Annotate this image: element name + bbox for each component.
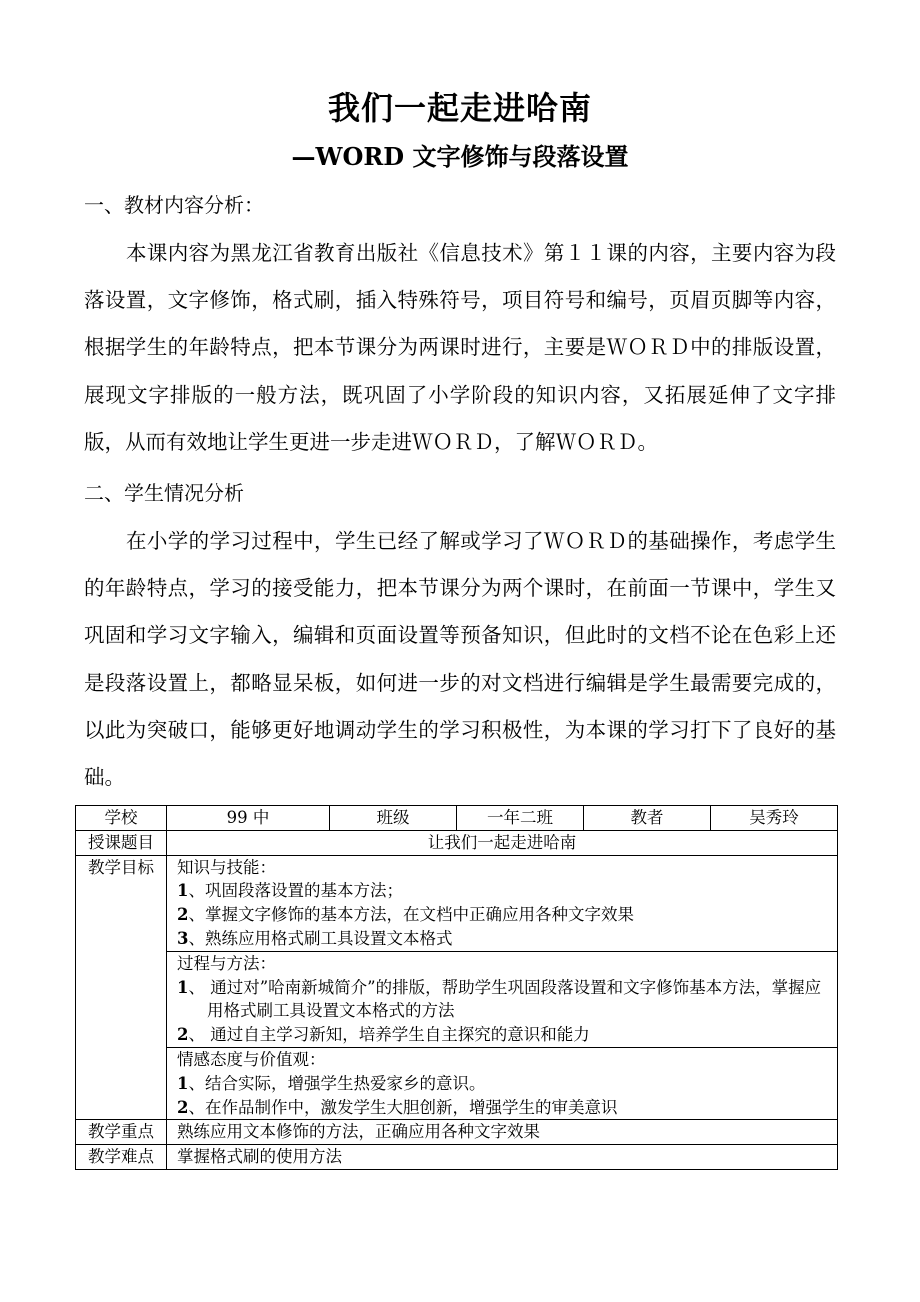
table-row [76,1120,838,1145]
list-item: 1、结合实际，增强学生热爱家乡的意识。 [177,1073,486,1093]
list-item: 2、在作品制作中，激发学生大胆创新，增强学生的审美意识 [177,1097,618,1117]
teacher-value: 吴秀玲 [711,806,838,831]
class-label: 班级 [330,806,457,831]
list-item: 2、掌握文字修饰的基本方法，在文档中正确应用各种文字效果 [177,905,634,925]
document-subtitle: —WORD 文字修饰与段落设置 [291,142,629,171]
goals-knowledge-heading: 知识与技能： [177,857,276,877]
list-item: 1、巩固段落设置的基本方法； [177,881,403,901]
list-item: 2、 通过自主学习新知，培养学生自主探究的意识和能力 [177,1025,590,1045]
list-item: 3、熟练应用格式刷工具设置文本格式 [177,928,453,948]
key-points-value: 熟练应用文本修饰的方法，正确应用各种文字效果 [167,1120,838,1145]
school-value: 99 中 [167,806,330,831]
difficulty-label: 教学难点 [76,1145,167,1170]
table-row [76,806,838,831]
paragraph-material-analysis: 本课内容为黑龙江省教育出版社《信息技术》第１１课的内容，主要内容为段落设置，文字修饰，格式刷，插入特殊符号，项目符号和编号，页眉页脚等内容，根据学生的年龄特点，把本节课分为两课时进行，主要是ＷＯＲＤ中的排版设置，展现文字排版的一般方法，既巩固了小学阶段的知识内容，又拓展延伸了文字排版，从而有效地让学生更进一步走进ＷＯＲＤ，了解ＷＯＲＤ。 [84,241,836,454]
list-item: 1、 通过对”哈南新城简介”的排版，帮助学生巩固段落设置和文字修饰基本方法，掌握应用格式刷工具设置文本格式的方法 [177,977,822,1021]
table-row [76,1145,838,1170]
goals-knowledge-cell [167,855,838,951]
section-heading-material: 一、教材内容分析： [84,193,264,217]
table-row [76,951,838,1047]
section-heading-students: 二、学生情况分析 [84,481,244,505]
goals-process-heading: 过程与方法： [177,953,276,973]
goals-label: 教学目标 [76,855,167,1120]
topic-value: 让我们一起走进哈南 [167,830,838,855]
table-row [76,855,838,951]
goals-process-cell [167,951,838,1047]
goals-emotion-cell [167,1047,838,1119]
paragraph-student-analysis: 在小学的学习过程中，学生已经了解或学习了ＷＯＲＤ的基础操作，考虑学生的年龄特点，学习的接受能力，把本节课分为两个课时，在前面一节课中，学生又巩固和学习文字输入，编辑和页面设置等预备知识，但此时的文档不论在色彩上还是段落设置上，都略显呆板，如何进一步的对文档进行编辑是学生最需要完成的，以此为突破口，能够更好地调动学生的学习积极性，为本课的学习打下了良好的基础。 [84,529,836,790]
school-label: 学校 [76,806,167,831]
difficulty-value: 掌握格式刷的使用方法 [167,1145,838,1170]
teacher-label: 教者 [584,806,711,831]
lesson-info-table [75,805,838,1170]
table-row [76,830,838,855]
document-title: 我们一起走进哈南 [327,89,592,127]
class-value: 一年二班 [457,806,584,831]
key-points-label: 教学重点 [76,1120,167,1145]
goals-emotion-heading: 情感态度与价值观： [177,1049,326,1069]
table-row [76,1047,838,1119]
topic-label: 授课题目 [76,830,167,855]
